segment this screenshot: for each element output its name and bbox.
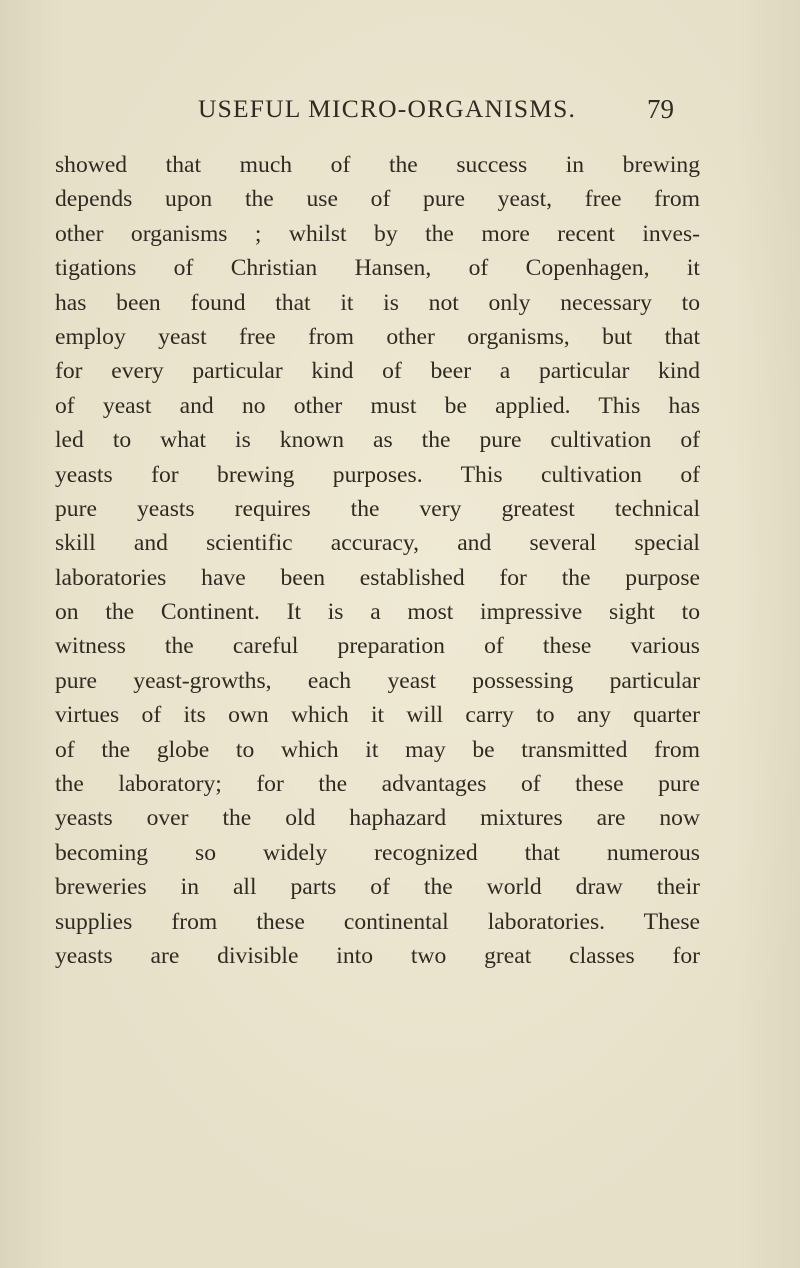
text-line: has been found that it is not only necessary to xyxy=(55,289,700,316)
text-line: of yeast and no other must be applied. This has xyxy=(55,392,700,419)
text-line: breweries in all parts of the world draw their xyxy=(55,874,700,901)
text-line: supplies from these continental laboratories. These xyxy=(55,908,700,935)
text-line: laboratories have been established for the purpose xyxy=(55,564,700,591)
text-line: becoming so widely recognized that numerous xyxy=(55,839,700,866)
text-line: tigations of Christian Hansen, of Copenhagen, it xyxy=(55,255,700,282)
running-head xyxy=(0,94,800,134)
body-text xyxy=(55,148,700,973)
text-line: virtues of its own which it will carry to any quarter xyxy=(55,702,700,729)
text-line: yeasts over the old haphazard mixtures are now xyxy=(55,805,700,832)
text-line: yeasts for brewing purposes. This cultivation of xyxy=(55,461,700,488)
text-line: the laboratory; for the advantages of these pure xyxy=(55,771,700,798)
text-line: other organisms ; whilst by the more recent inves- xyxy=(55,220,700,247)
text-line: pure yeasts requires the very greatest technical xyxy=(55,495,700,522)
text-line: yeasts are divisible into two great classes for xyxy=(55,942,700,969)
text-line: pure yeast-growths, each yeast possessing particular xyxy=(55,667,700,694)
text-line: employ yeast free from other organisms, but that xyxy=(55,323,700,350)
text-line: on the Continent. It is a most impressive sight to xyxy=(55,599,700,626)
text-line: witness the careful preparation of these various xyxy=(55,633,700,660)
text-line: of the globe to which it may be transmitted from xyxy=(55,736,700,763)
page-number: 79 xyxy=(647,94,674,124)
text-line: depends upon the use of pure yeast, free from xyxy=(55,186,700,213)
text-line: showed that much of the success in brewing xyxy=(55,152,700,178)
text-line: skill and scientific accuracy, and several special xyxy=(55,530,700,557)
text-line: for every particular kind of beer a particular kind xyxy=(55,358,700,385)
text-line: led to what is known as the pure cultivation of xyxy=(55,427,700,454)
running-head-title: USEFUL MICRO-ORGANISMS. xyxy=(198,94,577,123)
